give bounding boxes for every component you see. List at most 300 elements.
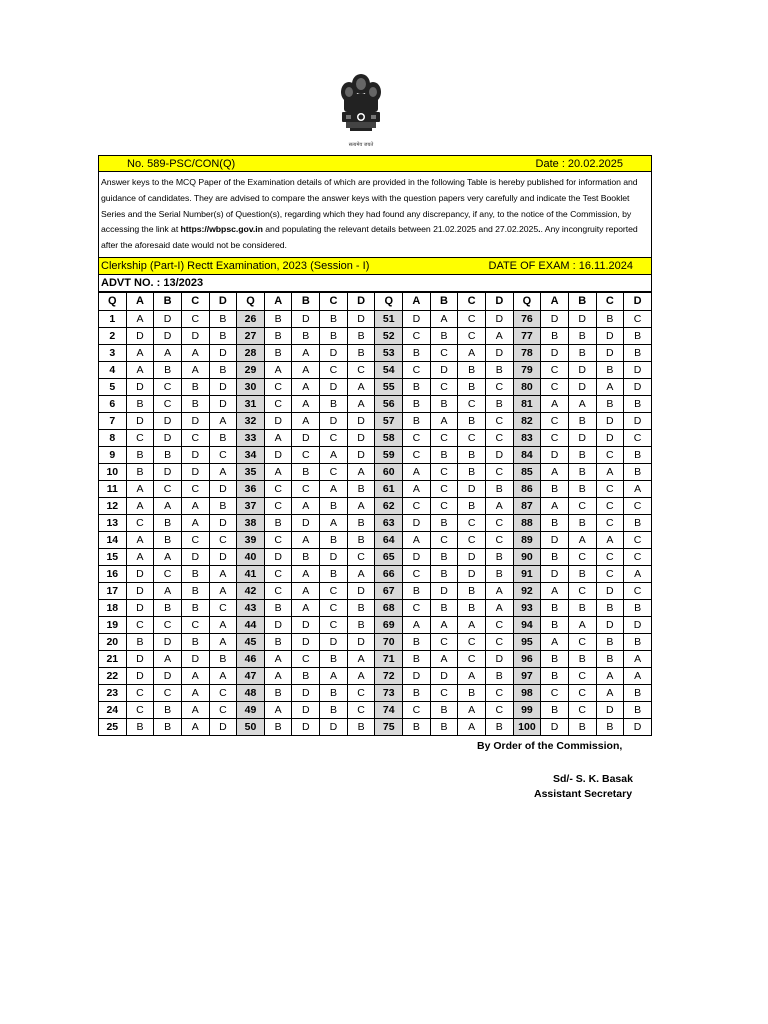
answer-cell: D bbox=[126, 413, 154, 430]
answer-cell: D bbox=[347, 634, 375, 651]
answer-cell: A bbox=[596, 464, 624, 481]
answer-cell: C bbox=[430, 685, 458, 702]
answer-cell: C bbox=[264, 396, 292, 413]
answer-cell: C bbox=[624, 549, 652, 566]
answer-cell: B bbox=[264, 634, 292, 651]
answer-cell: D bbox=[347, 430, 375, 447]
question-number-cell: 96 bbox=[513, 651, 541, 668]
answer-cell: A bbox=[596, 379, 624, 396]
question-number-cell: 14 bbox=[99, 532, 127, 549]
question-number-cell: 36 bbox=[237, 481, 265, 498]
answer-cell: C bbox=[292, 651, 320, 668]
answer-cell: A bbox=[320, 515, 348, 532]
question-number-cell: 51 bbox=[375, 311, 403, 328]
answer-cell: D bbox=[126, 583, 154, 600]
question-number-cell: 84 bbox=[513, 447, 541, 464]
answer-cell: B bbox=[292, 549, 320, 566]
answer-cell: C bbox=[541, 430, 569, 447]
answer-cell: C bbox=[430, 430, 458, 447]
answer-cell: B bbox=[403, 634, 431, 651]
question-number-cell: 82 bbox=[513, 413, 541, 430]
answer-cell: B bbox=[568, 413, 596, 430]
answer-cell: A bbox=[596, 532, 624, 549]
table-row bbox=[99, 651, 652, 668]
answer-cell: C bbox=[458, 328, 486, 345]
question-number-cell: 97 bbox=[513, 668, 541, 685]
answer-cell: C bbox=[458, 651, 486, 668]
answer-cell: B bbox=[568, 600, 596, 617]
answer-cell: B bbox=[347, 600, 375, 617]
question-number-cell: 63 bbox=[375, 515, 403, 532]
answer-cell: D bbox=[154, 668, 182, 685]
answer-cell: A bbox=[430, 311, 458, 328]
table-row bbox=[99, 634, 652, 651]
answer-cell: B bbox=[347, 328, 375, 345]
answer-cell: C bbox=[154, 685, 182, 702]
answer-cell: B bbox=[624, 702, 652, 719]
answer-key-table bbox=[98, 292, 652, 736]
question-number-cell: 55 bbox=[375, 379, 403, 396]
answer-cell: A bbox=[264, 362, 292, 379]
question-number-cell: 30 bbox=[237, 379, 265, 396]
answer-cell: C bbox=[264, 532, 292, 549]
question-number-cell: 37 bbox=[237, 498, 265, 515]
answer-cell: D bbox=[624, 617, 652, 634]
answer-cell: A bbox=[292, 600, 320, 617]
table-row bbox=[99, 668, 652, 685]
question-number-cell: 16 bbox=[99, 566, 127, 583]
answer-cell: A bbox=[154, 498, 182, 515]
answer-cell: C bbox=[320, 583, 348, 600]
answer-cell: B bbox=[320, 396, 348, 413]
answer-cell: C bbox=[596, 549, 624, 566]
column-header: C bbox=[320, 293, 348, 311]
answer-cell: A bbox=[485, 328, 513, 345]
answer-cell: D bbox=[568, 362, 596, 379]
answer-cell: D bbox=[485, 311, 513, 328]
question-number-cell: 32 bbox=[237, 413, 265, 430]
answer-cell: D bbox=[596, 702, 624, 719]
answer-cell: B bbox=[485, 566, 513, 583]
answer-cell: D bbox=[292, 719, 320, 736]
answer-cell: A bbox=[403, 532, 431, 549]
answer-cell: C bbox=[264, 566, 292, 583]
table-row bbox=[99, 515, 652, 532]
answer-cell: D bbox=[347, 311, 375, 328]
answer-cell: A bbox=[126, 549, 154, 566]
answer-cell: C bbox=[292, 447, 320, 464]
answer-cell: D bbox=[181, 651, 209, 668]
answer-cell: A bbox=[154, 549, 182, 566]
question-number-cell: 53 bbox=[375, 345, 403, 362]
question-number-cell: 23 bbox=[99, 685, 127, 702]
column-header: D bbox=[485, 293, 513, 311]
answer-cell: D bbox=[624, 413, 652, 430]
answer-cell: C bbox=[541, 379, 569, 396]
answer-cell: A bbox=[485, 583, 513, 600]
answer-cell: C bbox=[320, 600, 348, 617]
answer-cell: D bbox=[485, 345, 513, 362]
answer-cell: D bbox=[624, 379, 652, 396]
answer-cell: D bbox=[320, 719, 348, 736]
question-number-cell: 31 bbox=[237, 396, 265, 413]
answer-cell: C bbox=[181, 481, 209, 498]
question-number-cell: 81 bbox=[513, 396, 541, 413]
answer-cell: B bbox=[292, 668, 320, 685]
answer-cell: A bbox=[430, 617, 458, 634]
answer-cell: C bbox=[624, 430, 652, 447]
answer-cell: C bbox=[568, 668, 596, 685]
answer-cell: B bbox=[596, 396, 624, 413]
answer-cell: B bbox=[126, 396, 154, 413]
answer-cell: B bbox=[347, 345, 375, 362]
answer-cell: B bbox=[403, 651, 431, 668]
question-number-cell: 98 bbox=[513, 685, 541, 702]
answer-cell: A bbox=[624, 481, 652, 498]
answer-cell: B bbox=[347, 532, 375, 549]
answer-cell: D bbox=[292, 515, 320, 532]
question-number-cell: 18 bbox=[99, 600, 127, 617]
answer-cell: D bbox=[292, 685, 320, 702]
exam-bar bbox=[98, 258, 652, 275]
question-number-cell: 8 bbox=[99, 430, 127, 447]
answer-cell: D bbox=[430, 362, 458, 379]
answer-cell: B bbox=[154, 719, 182, 736]
answer-cell: A bbox=[209, 464, 237, 481]
answer-cell: B bbox=[541, 668, 569, 685]
answer-cell: D bbox=[154, 328, 182, 345]
answer-cell: C bbox=[596, 498, 624, 515]
answer-cell: D bbox=[126, 600, 154, 617]
answer-cell: B bbox=[264, 311, 292, 328]
table-row bbox=[99, 481, 652, 498]
column-header: A bbox=[403, 293, 431, 311]
answer-cell: C bbox=[126, 515, 154, 532]
column-header: A bbox=[264, 293, 292, 311]
question-number-cell: 12 bbox=[99, 498, 127, 515]
question-number-cell: 83 bbox=[513, 430, 541, 447]
question-number-cell: 66 bbox=[375, 566, 403, 583]
answer-cell: C bbox=[568, 634, 596, 651]
question-number-cell: 45 bbox=[237, 634, 265, 651]
answer-cell: B bbox=[126, 634, 154, 651]
answer-cell: D bbox=[209, 481, 237, 498]
answer-cell: D bbox=[624, 719, 652, 736]
answer-cell: A bbox=[181, 345, 209, 362]
answer-cell: A bbox=[485, 498, 513, 515]
answer-cell: D bbox=[264, 447, 292, 464]
question-number-cell: 24 bbox=[99, 702, 127, 719]
question-number-cell: 39 bbox=[237, 532, 265, 549]
question-number-cell: 52 bbox=[375, 328, 403, 345]
answer-cell: C bbox=[596, 515, 624, 532]
answer-cell: A bbox=[181, 685, 209, 702]
answer-cell: D bbox=[568, 311, 596, 328]
answer-cell: D bbox=[292, 617, 320, 634]
answer-cell: A bbox=[209, 668, 237, 685]
answer-cell: D bbox=[292, 634, 320, 651]
question-number-cell: 41 bbox=[237, 566, 265, 583]
answer-cell: B bbox=[568, 328, 596, 345]
answer-cell: A bbox=[541, 583, 569, 600]
emblem-motto: सत्यमेव जयते bbox=[348, 142, 374, 148]
answer-cell: C bbox=[403, 430, 431, 447]
answer-cell: D bbox=[320, 413, 348, 430]
answer-cell: B bbox=[181, 379, 209, 396]
answer-cell: D bbox=[596, 583, 624, 600]
answer-cell: C bbox=[458, 515, 486, 532]
answer-cell: A bbox=[541, 498, 569, 515]
answer-cell: A bbox=[181, 719, 209, 736]
table-row bbox=[99, 549, 652, 566]
column-header: B bbox=[292, 293, 320, 311]
notice-text: Answer keys to the MCQ Paper of the Examination details of which are provided in the following Table is hereby published for information and guidance of candidates. They are advised to compare the answer keys with the question papers very carefully and indicate the Test Booklet Series and the Serial Number(s) of Question(s), regarding which they had found any discrepancy, if any, to the notice of the Commission, by accessing the link at https://wbpsc.gov.in and populating the relevant details between 21.02.2025 and 27.02.2025.. Any incongruity reported after the aforesaid date would not be considered. bbox=[98, 172, 652, 258]
answer-cell: C bbox=[485, 379, 513, 396]
answer-cell: B bbox=[458, 362, 486, 379]
answer-cell: D bbox=[403, 668, 431, 685]
answer-cell: C bbox=[624, 583, 652, 600]
answer-cell: A bbox=[209, 583, 237, 600]
question-number-cell: 67 bbox=[375, 583, 403, 600]
answer-cell: A bbox=[430, 651, 458, 668]
answer-cell: C bbox=[209, 600, 237, 617]
answer-cell: D bbox=[403, 311, 431, 328]
answer-cell: A bbox=[264, 464, 292, 481]
answer-cell: C bbox=[154, 379, 182, 396]
answer-cell: A bbox=[209, 566, 237, 583]
question-number-cell: 79 bbox=[513, 362, 541, 379]
answer-cell: B bbox=[568, 566, 596, 583]
question-number-cell: 50 bbox=[237, 719, 265, 736]
answer-cell: A bbox=[458, 702, 486, 719]
answer-cell: A bbox=[292, 532, 320, 549]
table-row bbox=[99, 396, 652, 413]
answer-cell: D bbox=[320, 379, 348, 396]
answer-cell: D bbox=[596, 617, 624, 634]
table-row bbox=[99, 464, 652, 481]
answer-cell: C bbox=[458, 430, 486, 447]
column-header: B bbox=[154, 293, 182, 311]
question-number-cell: 28 bbox=[237, 345, 265, 362]
answer-cell: C bbox=[568, 583, 596, 600]
answer-cell: B bbox=[209, 651, 237, 668]
answer-cell: B bbox=[541, 328, 569, 345]
answer-cell: A bbox=[292, 379, 320, 396]
column-header: A bbox=[541, 293, 569, 311]
question-number-cell: 59 bbox=[375, 447, 403, 464]
answer-cell: C bbox=[568, 549, 596, 566]
answer-cell: A bbox=[292, 583, 320, 600]
answer-cell: B bbox=[430, 549, 458, 566]
answer-cell: D bbox=[264, 549, 292, 566]
question-number-cell: 71 bbox=[375, 651, 403, 668]
answer-cell: B bbox=[264, 600, 292, 617]
reference-bar bbox=[98, 155, 652, 172]
answer-cell: A bbox=[624, 651, 652, 668]
answer-cell: C bbox=[209, 702, 237, 719]
question-number-cell: 62 bbox=[375, 498, 403, 515]
answer-cell: B bbox=[624, 464, 652, 481]
answer-cell: B bbox=[320, 328, 348, 345]
answer-cell: D bbox=[181, 328, 209, 345]
answer-cell: C bbox=[126, 702, 154, 719]
answer-cell: C bbox=[264, 498, 292, 515]
question-number-cell: 72 bbox=[375, 668, 403, 685]
answer-cell: C bbox=[430, 464, 458, 481]
answer-cell: C bbox=[154, 617, 182, 634]
answer-cell: B bbox=[541, 515, 569, 532]
question-number-cell: 47 bbox=[237, 668, 265, 685]
answer-cell: B bbox=[126, 464, 154, 481]
answer-cell: D bbox=[181, 447, 209, 464]
answer-cell: A bbox=[541, 396, 569, 413]
answer-cell: A bbox=[403, 481, 431, 498]
answer-cell: B bbox=[209, 498, 237, 515]
answer-cell: C bbox=[181, 311, 209, 328]
table-row bbox=[99, 311, 652, 328]
answer-cell: A bbox=[264, 702, 292, 719]
column-header: B bbox=[568, 293, 596, 311]
table-row bbox=[99, 617, 652, 634]
column-header: Q bbox=[375, 293, 403, 311]
answer-cell: B bbox=[485, 362, 513, 379]
answer-cell: A bbox=[624, 668, 652, 685]
answer-cell: A bbox=[624, 566, 652, 583]
question-number-cell: 91 bbox=[513, 566, 541, 583]
answer-cell: B bbox=[541, 549, 569, 566]
answer-cell: D bbox=[181, 413, 209, 430]
answer-cell: D bbox=[209, 345, 237, 362]
answer-cell: D bbox=[209, 549, 237, 566]
answer-cell: B bbox=[126, 447, 154, 464]
question-number-cell: 99 bbox=[513, 702, 541, 719]
answer-cell: D bbox=[596, 345, 624, 362]
answer-cell: B bbox=[485, 481, 513, 498]
answer-cell: C bbox=[403, 498, 431, 515]
answer-cell: C bbox=[347, 362, 375, 379]
answer-cell: D bbox=[209, 515, 237, 532]
question-number-cell: 89 bbox=[513, 532, 541, 549]
table-row bbox=[99, 600, 652, 617]
answer-cell: B bbox=[264, 345, 292, 362]
question-number-cell: 94 bbox=[513, 617, 541, 634]
answer-cell: B bbox=[403, 685, 431, 702]
answer-cell: C bbox=[154, 396, 182, 413]
answer-cell: C bbox=[458, 311, 486, 328]
answer-cell: B bbox=[541, 651, 569, 668]
answer-cell: C bbox=[458, 532, 486, 549]
answer-cell: D bbox=[458, 566, 486, 583]
question-number-cell: 64 bbox=[375, 532, 403, 549]
answer-cell: D bbox=[154, 413, 182, 430]
answer-cell: D bbox=[403, 515, 431, 532]
answer-cell: C bbox=[485, 617, 513, 634]
answer-cell: A bbox=[292, 413, 320, 430]
answer-cell: C bbox=[403, 600, 431, 617]
answer-cell: A bbox=[292, 566, 320, 583]
question-number-cell: 87 bbox=[513, 498, 541, 515]
answer-cell: C bbox=[485, 464, 513, 481]
answer-cell: B bbox=[568, 481, 596, 498]
answer-cell: B bbox=[596, 311, 624, 328]
answer-cell: A bbox=[347, 379, 375, 396]
answer-cell: D bbox=[320, 345, 348, 362]
answer-cell: D bbox=[347, 447, 375, 464]
answer-cell: A bbox=[347, 668, 375, 685]
column-header: D bbox=[624, 293, 652, 311]
answer-cell: A bbox=[403, 617, 431, 634]
answer-cell: B bbox=[485, 719, 513, 736]
answer-cell: C bbox=[596, 447, 624, 464]
answer-cell: B bbox=[320, 498, 348, 515]
question-number-cell: 25 bbox=[99, 719, 127, 736]
question-number-cell: 93 bbox=[513, 600, 541, 617]
answer-cell: A bbox=[181, 668, 209, 685]
answer-cell: B bbox=[403, 379, 431, 396]
answer-cell: B bbox=[541, 481, 569, 498]
answer-cell: C bbox=[126, 617, 154, 634]
answer-cell: C bbox=[596, 481, 624, 498]
answer-cell: D bbox=[541, 345, 569, 362]
table-row bbox=[99, 328, 652, 345]
question-number-cell: 42 bbox=[237, 583, 265, 600]
question-number-cell: 74 bbox=[375, 702, 403, 719]
question-number-cell: 11 bbox=[99, 481, 127, 498]
table-header-row bbox=[99, 293, 652, 311]
answer-cell: B bbox=[624, 396, 652, 413]
answer-cell: B bbox=[264, 515, 292, 532]
answer-cell: A bbox=[209, 617, 237, 634]
answer-cell: B bbox=[292, 464, 320, 481]
answer-cell: B bbox=[624, 345, 652, 362]
question-number-cell: 44 bbox=[237, 617, 265, 634]
question-number-cell: 22 bbox=[99, 668, 127, 685]
question-number-cell: 27 bbox=[237, 328, 265, 345]
question-number-cell: 68 bbox=[375, 600, 403, 617]
answer-cell: B bbox=[154, 515, 182, 532]
question-number-cell: 70 bbox=[375, 634, 403, 651]
question-number-cell: 34 bbox=[237, 447, 265, 464]
table-row bbox=[99, 685, 652, 702]
question-number-cell: 90 bbox=[513, 549, 541, 566]
column-header: C bbox=[596, 293, 624, 311]
answer-cell: B bbox=[264, 685, 292, 702]
answer-cell: C bbox=[292, 481, 320, 498]
answer-cell: B bbox=[154, 532, 182, 549]
answer-cell: D bbox=[126, 668, 154, 685]
answer-cell: D bbox=[154, 430, 182, 447]
answer-cell: D bbox=[541, 311, 569, 328]
notice-date: Date : 20.02.2025 bbox=[535, 158, 623, 170]
answer-cell: D bbox=[154, 311, 182, 328]
order-line: By Order of the Commission, bbox=[477, 740, 623, 752]
answer-cell: A bbox=[320, 668, 348, 685]
question-number-cell: 10 bbox=[99, 464, 127, 481]
answer-cell: B bbox=[347, 515, 375, 532]
answer-cell: C bbox=[485, 515, 513, 532]
answer-cell: B bbox=[154, 362, 182, 379]
answer-cell: B bbox=[568, 515, 596, 532]
answer-cell: B bbox=[568, 464, 596, 481]
column-header: D bbox=[347, 293, 375, 311]
question-number-cell: 86 bbox=[513, 481, 541, 498]
answer-cell: B bbox=[181, 600, 209, 617]
answer-cell: D bbox=[126, 379, 154, 396]
answer-cell: B bbox=[154, 447, 182, 464]
answer-cell: C bbox=[568, 498, 596, 515]
answer-cell: B bbox=[181, 634, 209, 651]
question-number-cell: 26 bbox=[237, 311, 265, 328]
